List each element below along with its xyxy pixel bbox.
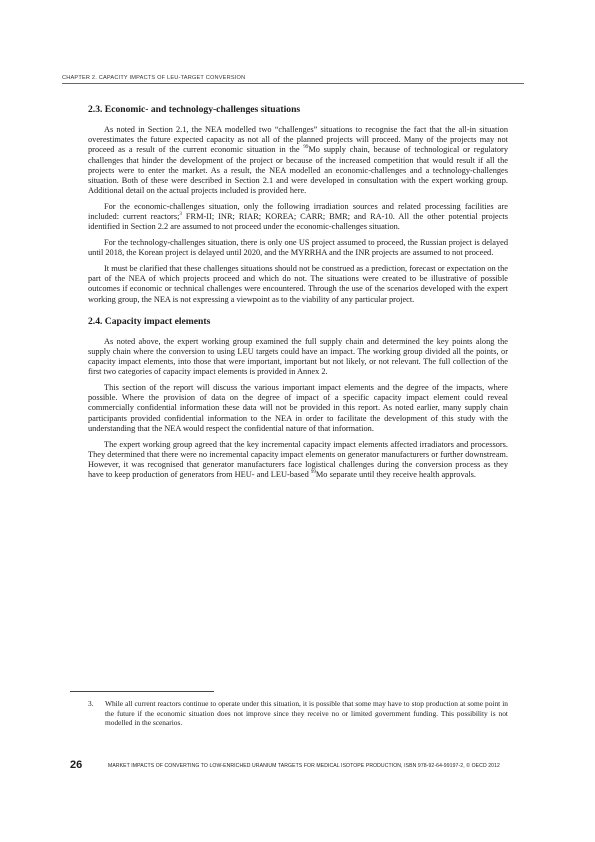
running-footer: MARKET IMPACTS OF CONVERTING TO LOW-ENRICHED URANIUM TARGETS FOR MEDICAL ISOTOPE PRODUCTION, ISBN 978-92-64-99197-2, © OECD 2012 [108, 763, 500, 769]
paragraph-text: For the economic-challenges situation, only the following irradiation sources and related processing facilities are included: current reactors; [88, 201, 508, 222]
footnote-number: 3. [88, 699, 94, 708]
paragraph-text: As noted in Section 2.1, the NEA modelled two “challenges” situations to recognise the fact that the all-in situation overestimates the future expected capacity as not all of the planned projects will proceed. Many of the projects may not proceed as a result of the current economic situation in the [88, 125, 508, 155]
paragraph-text: Mo separate until they receive health approvals. [315, 470, 476, 480]
footnote-text: While all current reactors continue to operate under this situation, it is possible that some may have to stop production at some point in the future if the economic situation does not improve since they receive no or limited government funding. This possibility is not modelled in the scenarios. [105, 699, 508, 728]
paragraph-text: Mo supply chain, because of technological or regulatory challenges that hinder the development of the project or because of the increased competition that would result if all the projects were to enter the market. As a result, the NEA modelled an economic-challenges and a technology-challenges situation. Both of these were described in Section 2.1 and were developed in consultation with the expert working group. Additional detail on the actual projects included is provided here. [88, 145, 508, 196]
isotope-superscript: 99 [303, 145, 309, 151]
footnote-3 [88, 699, 508, 728]
isotope-superscript: 99 [310, 470, 316, 476]
footnote-divider [70, 691, 214, 692]
paragraph-2-3-2 [88, 202, 508, 233]
section-heading-2-3: 2.3. Economic- and technology-challenges situations [88, 104, 301, 115]
running-header: CHAPTER 2. CAPACITY IMPACTS OF LEU-TARGET CONVERSION [62, 75, 524, 84]
footnote-reference[interactable]: 3 [179, 212, 182, 218]
paragraph-text: FRM-II; INR; RIAR; KOREA; CARR; BMR; and RA-10. All the other potential projects identified in Section 2.2 are assumed to not proceed under the economic-challenges situation. [88, 212, 508, 232]
page-number: 26 [70, 759, 83, 771]
paragraph-2-4-1: As noted above, the expert working group examined the full supply chain and determined the key points along the supply chain where the conversion to using LEU targets could have an impact. The working group divided all the points, or capacity impact elements, into those that were important, important but not likely, or not relevant. The full collection of the first two categories of capacity impact elements is provided in Annex 2. [88, 336, 508, 377]
section-heading-2-4: 2.4. Capacity impact elements [88, 315, 211, 327]
paragraph-2-3-3: For the technology-challenges situation, there is only one US project assumed to proceed, the Russian project is delayed until 2018, the Korean project is delayed until 2020, and the MYRRHA and the INR projects are assumed to not proceed. [88, 238, 508, 258]
paragraph-2-4-3 [88, 440, 508, 481]
paragraph-2-3-4: It must be clarified that these challenges situations should not be construed as a prediction, forecast or expectation on the part of the NEA of which projects proceed and which do not. The situations were created to be illustrative of possible outcomes if economic or technical challenges were encountered. Through the use of the scenarios developed with the expert working group, the NEA is not expressing a viewpoint as to the viability of any particular project. [88, 263, 508, 304]
paragraph-2-4-2: This section of the report will discuss the various important impact elements and the degree of the impacts, where possible. Where the provision of data on the degree of impact of a specific capacity impact element could reveal commercially confidential information these data will not be provided in this report. As noted earlier, many supply chain participants provided confidential information to the NEA in order to facilitate the development of this study with the understanding that the NEA would respect the confidential nature of that information. [88, 383, 508, 433]
paragraph-2-3-1 [88, 125, 508, 196]
paragraph-text: The expert working group agreed that the key incremental capacity impact elements affected irradiators and processors. They determined that there were no incremental capacity impact elements on generator manufacturers or further downstream. However, it was recognised that generator manufacturers face logistical challenges during the conversion process as they have to keep production of generators from HEU- and LEU-based [88, 439, 508, 480]
main-content [88, 104, 508, 486]
